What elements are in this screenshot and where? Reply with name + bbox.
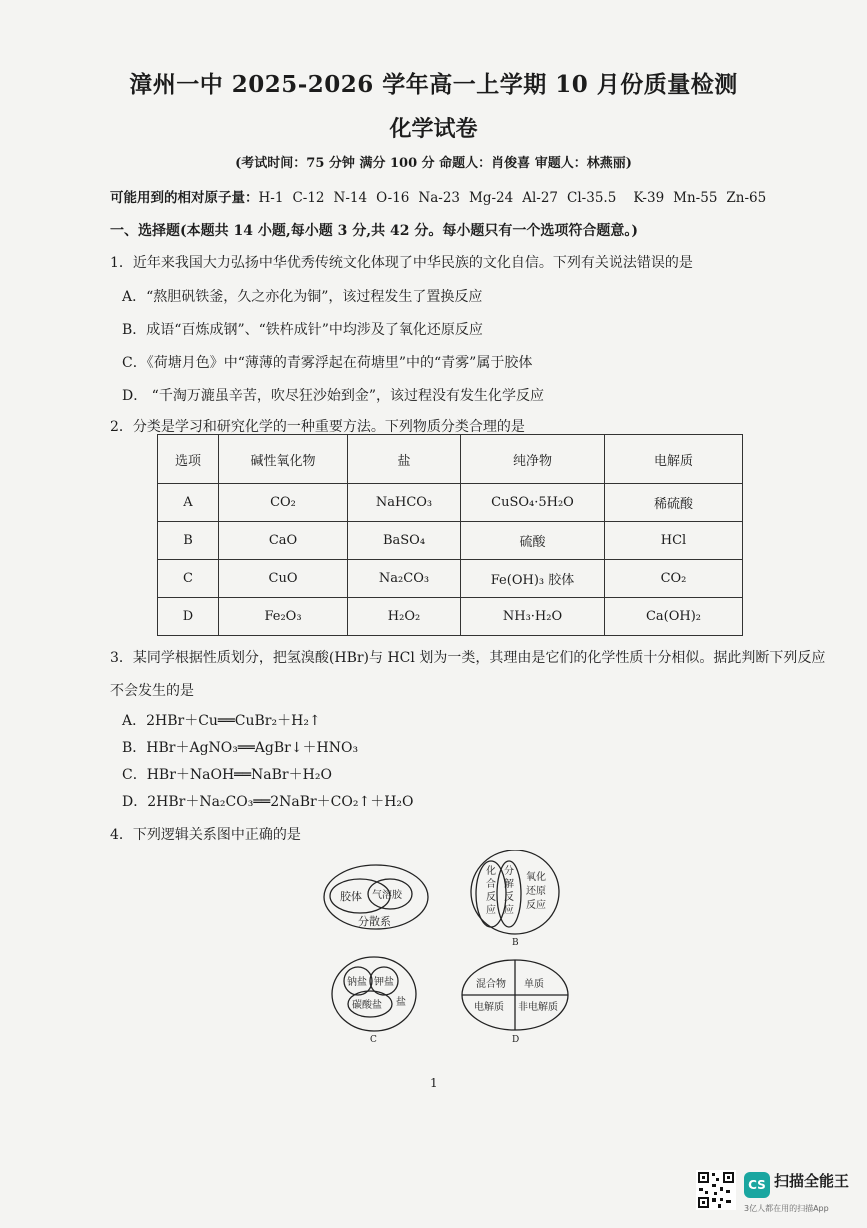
diagram-d-br: 非电解质	[518, 1002, 558, 1013]
question-1-option-c: C．《荷塘月色》中“薄薄的青雾浮起在荷塘里”中的“青雾”属于胶体	[122, 355, 533, 371]
diagram-b-middle-char: 分	[504, 866, 514, 877]
atomic-masses	[110, 186, 775, 206]
table-cell: BaSO₄	[348, 522, 461, 560]
question-1-stem: 1．近年来我国大力弘扬中华优秀传统文化体现了中华民族的文化自信。下列有关说法错误的是	[110, 255, 693, 271]
diagram-b-left-char: 反	[486, 892, 496, 903]
diagram-b-left-char: 合	[486, 879, 496, 890]
exam-title: 漳州一中 2025-2026 学年高一上学期 10 月份质量检测	[129, 71, 738, 98]
diagram-c-outer: 盐	[396, 997, 406, 1008]
table-header: 盐	[348, 435, 461, 484]
diagram-b-middle-char: 反	[504, 892, 514, 903]
diagram-b-left-char: 应	[486, 905, 496, 916]
scanner-tagline: 3亿人都在用的扫描App	[744, 1204, 829, 1213]
diagram-a-inner2: 气溶胶	[372, 890, 402, 901]
diagram-b-right-line: 反应	[526, 900, 546, 911]
diagram-c-c3: 碳酸盐	[352, 1000, 382, 1011]
question-2-stem: 2．分类是学习和研究化学的一种重要方法。下列物质分类合理的是	[110, 419, 525, 435]
question-3-option-d: D．2HBr＋Na₂CO₃══2NaBr＋CO₂↑＋H₂O	[122, 794, 414, 810]
diagram-c-label: C	[370, 1035, 377, 1045]
table-row	[158, 484, 743, 522]
atomic-masses-label: 可能用到的相对原子量：	[110, 190, 259, 206]
table-cell: D	[158, 598, 219, 636]
question-3-option-a: A．2HBr＋Cu══CuBr₂＋H₂↑	[122, 713, 321, 729]
diagram-d-tr: 单质	[524, 979, 544, 990]
mass-item: H-1	[258, 190, 284, 206]
question-1-option-a: A．“熬胆矾铁釜，久之亦化为铜”，该过程发生了置换反应	[122, 289, 483, 305]
table-row	[158, 598, 743, 636]
table-cell: CO₂	[605, 560, 743, 598]
table-cell: 稀硫酸	[605, 484, 743, 522]
diagram-c-c1: 钠盐	[347, 977, 367, 988]
exam-meta: (考试时间：75 分钟 满分 100 分 命题人：肖俊喜 审题人：林燕丽)	[235, 156, 632, 171]
diagram-b	[471, 850, 559, 948]
mass-item: Cl-35.5	[567, 190, 617, 206]
mass-item: K-39	[633, 190, 665, 206]
table-header: 碱性氧化物	[219, 435, 348, 484]
diagram-d-label: D	[512, 1035, 520, 1045]
mass-item: Al-27	[522, 190, 559, 206]
diagram-b-left-char: 化	[486, 866, 496, 877]
table-cell: H₂O₂	[348, 598, 461, 636]
question-3-stem-cont: 不会发生的是	[110, 683, 194, 699]
question-4-stem: 4．下列逻辑关系图中正确的是	[110, 827, 301, 843]
diagram-d-bl: 电解质	[474, 1002, 504, 1013]
page-number: 1	[430, 1076, 438, 1090]
table-row	[158, 522, 743, 560]
mass-item: Mg-24	[469, 190, 514, 206]
diagram-c-c2: 钾盐	[374, 977, 394, 988]
question-3-option-b: B．HBr＋AgNO₃══AgBr↓＋HNO₃	[122, 740, 359, 756]
table-header: 电解质	[605, 435, 743, 484]
logic-diagrams	[310, 850, 580, 1050]
section-heading: 一、选择题(本题共 14 小题,每小题 3 分,共 42 分。每小题只有一个选项符合题意。)	[110, 223, 638, 239]
question-1-option-b: B．成语“百炼成钢”、“铁杵成针”中均涉及了氧化还原反应	[122, 322, 483, 338]
diagram-b-middle-char: 解	[504, 879, 514, 890]
table-cell: NH₃·H₂O	[461, 598, 605, 636]
mass-item: Zn-65	[726, 190, 767, 206]
table-cell: NaHCO₃	[348, 484, 461, 522]
table-cell: CuSO₄·5H₂O	[461, 484, 605, 522]
scanner-logo: CS	[744, 1172, 770, 1198]
mass-item: N-14	[333, 190, 368, 206]
question-1-option-d: D． “千淘万漉虽辛苦，吹尽狂沙始到金”，该过程没有发生化学反应	[122, 388, 544, 404]
table-cell: Na₂CO₃	[348, 560, 461, 598]
table-cell: Fe(OH)₃ 胶体	[461, 560, 605, 598]
diagram-b-label: B	[512, 938, 519, 948]
mass-item: O-16	[376, 190, 410, 206]
table-cell: B	[158, 522, 219, 560]
classification-table	[157, 434, 743, 636]
table-cell: Ca(OH)₂	[605, 598, 743, 636]
table-cell: 硫酸	[461, 522, 605, 560]
exam-subject: 化学试卷	[389, 116, 478, 142]
table-cell: A	[158, 484, 219, 522]
diagram-d	[462, 960, 568, 1045]
table-header: 选项	[158, 435, 219, 484]
table-cell: Fe₂O₃	[219, 598, 348, 636]
table-header: 纯净物	[461, 435, 605, 484]
diagram-b-middle-char: 应	[504, 905, 514, 916]
diagram-b-right	[526, 870, 549, 911]
question-3-stem: 3．某同学根据性质划分，把氢溴酸(HBr)与 HCl 划为一类，其理由是它们的化学性质十分相似。据此判断下列反应	[110, 650, 826, 666]
question-3-option-c: C．HBr＋NaOH══NaBr＋H₂O	[122, 767, 332, 783]
diagram-a-inner1: 胶体	[340, 890, 362, 903]
table-cell: CaO	[219, 522, 348, 560]
table-header-row	[158, 435, 743, 484]
table-cell: CuO	[219, 560, 348, 598]
mass-item: Na-23	[418, 190, 460, 206]
diagram-c	[332, 957, 416, 1045]
diagram-b-right-line: 还原	[526, 886, 546, 897]
table-row	[158, 560, 743, 598]
diagram-a-outer: 分散系	[358, 915, 391, 928]
mass-item: C-12	[292, 190, 325, 206]
table-cell: CO₂	[219, 484, 348, 522]
scanner-brand: 扫描全能王	[774, 1172, 850, 1190]
diagram-b-right-line: 氧化	[526, 872, 546, 883]
diagram-d-tl: 混合物	[476, 979, 506, 990]
table-cell: C	[158, 560, 219, 598]
mass-item: Mn-55	[673, 190, 718, 206]
table-cell: HCl	[605, 522, 743, 560]
diagram-a	[324, 865, 428, 929]
qr-code-icon	[696, 1170, 736, 1210]
